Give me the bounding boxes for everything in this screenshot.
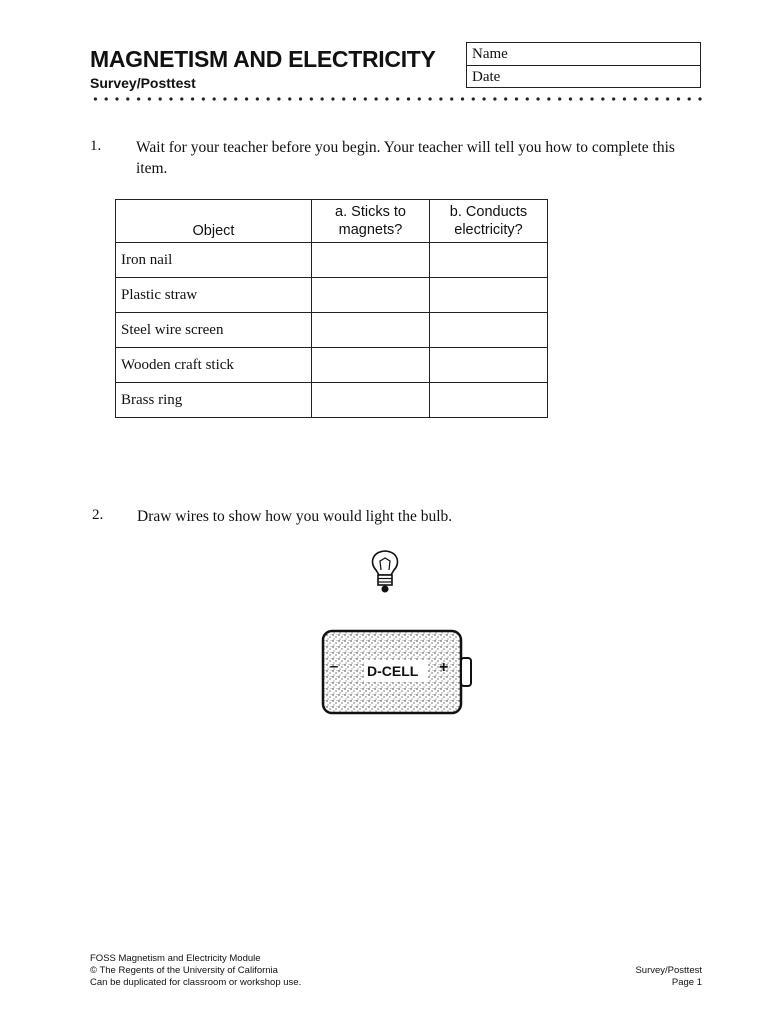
answer-cell-magnets[interactable] — [312, 243, 430, 278]
dotted-divider — [90, 96, 704, 102]
answer-cell-electricity[interactable] — [430, 243, 548, 278]
battery-negative-terminal: – — [330, 658, 339, 675]
footer-duplication: Can be duplicated for classroom or workshop use. — [90, 977, 302, 988]
objects-table — [115, 199, 548, 418]
answer-cell-magnets[interactable] — [312, 313, 430, 348]
date-field[interactable] — [467, 65, 700, 87]
object-name: Brass ring — [116, 383, 312, 418]
object-name: Iron nail — [116, 243, 312, 278]
page-subtitle: Survey/Posttest — [90, 75, 196, 91]
question-1-number: 1. — [90, 138, 102, 154]
page-title: MAGNETISM AND ELECTRICITY — [90, 46, 436, 72]
table-row — [116, 383, 548, 418]
table-row — [116, 243, 548, 278]
footer-copyright: © The Regents of the University of California — [90, 965, 278, 976]
question-1-text: Wait for your teacher before you begin. Your teacher will tell you how to complete this item. — [136, 139, 675, 177]
answer-cell-magnets[interactable] — [312, 278, 430, 313]
question-2-number: 2. — [92, 507, 104, 523]
table-row — [116, 348, 548, 383]
battery-positive-terminal: + — [439, 659, 449, 676]
date-label: Date — [472, 69, 501, 85]
table-row — [116, 313, 548, 348]
answer-cell-electricity[interactable] — [430, 278, 548, 313]
name-label: Name — [472, 46, 508, 62]
footer-left — [90, 953, 301, 989]
header-sticks-to-magnets: a. Sticks to magnets? — [312, 200, 430, 243]
answer-cell-electricity[interactable] — [430, 383, 548, 418]
battery-label: D-CELL — [367, 663, 419, 679]
name-field[interactable] — [467, 43, 700, 65]
light-bulb-icon — [367, 548, 403, 596]
answer-cell-magnets[interactable] — [312, 348, 430, 383]
d-cell-battery — [320, 628, 476, 723]
name-date-box — [466, 42, 701, 88]
header-conducts-electricity: b. Conducts electricity? — [430, 200, 548, 243]
object-name: Wooden craft stick — [116, 348, 312, 383]
answer-cell-electricity[interactable] — [430, 313, 548, 348]
question-2-text: Draw wires to show how you would light the bulb. — [137, 508, 453, 525]
footer-module: FOSS Magnetism and Electricity Module — [90, 953, 261, 964]
answer-cell-magnets[interactable] — [312, 383, 430, 418]
answer-cell-electricity[interactable] — [430, 348, 548, 383]
footer-section: Survey/Posttest — [635, 965, 702, 976]
header-object: Object — [116, 200, 312, 243]
table-row — [116, 278, 548, 313]
object-name: Plastic straw — [116, 278, 312, 313]
footer-page-number: Page 1 — [671, 977, 702, 988]
object-name: Steel wire screen — [116, 313, 312, 348]
footer-right — [635, 965, 702, 989]
